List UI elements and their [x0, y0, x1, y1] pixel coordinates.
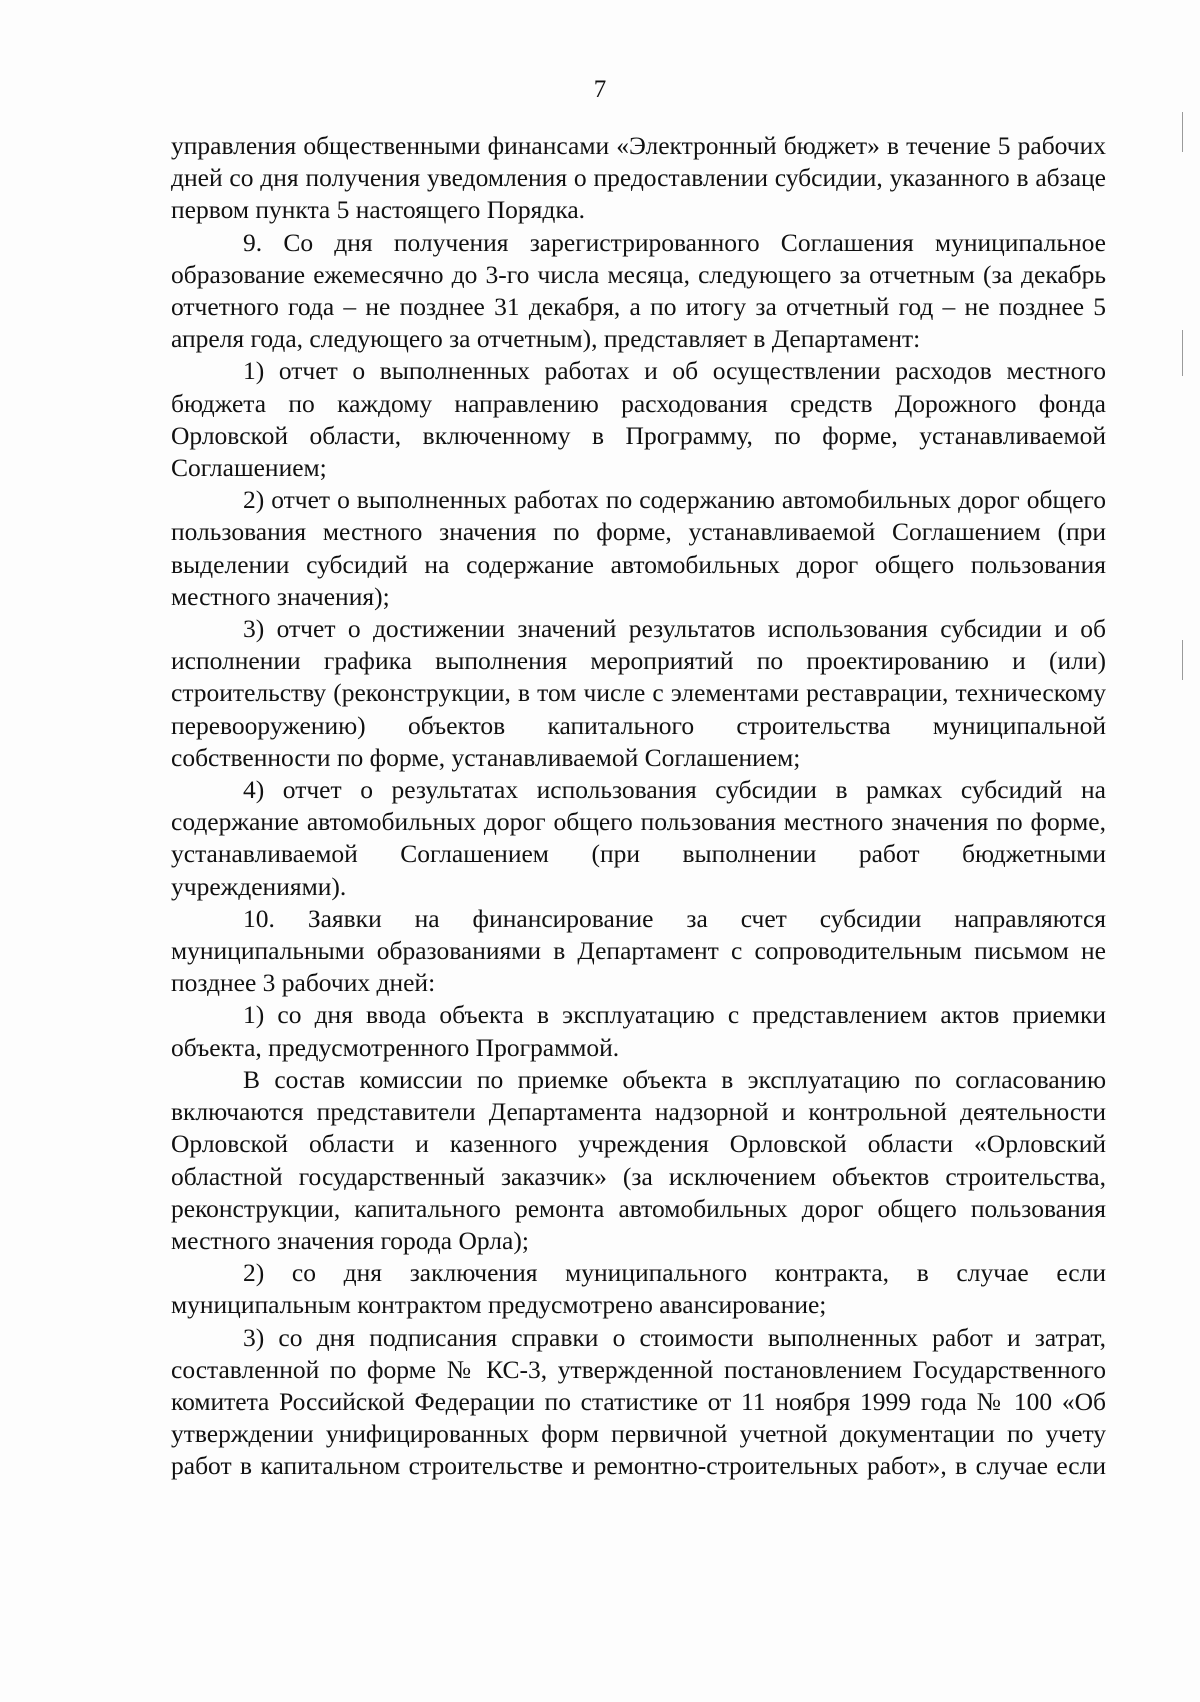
- paragraph-item-10-1: 1) со дня ввода объекта в эксплуатацию с представлением актов приемки объекта, предусмотренного Программой.: [171, 1000, 1106, 1062]
- paragraph-item-9-2: 2) отчет о выполненных работах по содержанию автомобильных дорог общего пользования местного значения по форме, устанавливаемой Соглашением (при выделении субсидий на содержание автомобильных дорог общего пользования местного значения);: [171, 485, 1106, 611]
- paragraph-item-9-1: 1) отчет о выполненных работах и об осуществлении расходов местного бюджета по каждому направлению расходования средств Дорожного фонда Орловской области, включенному в Программу, по форме, устанавливаемой Соглашением;: [171, 356, 1106, 483]
- scan-edge-mark: [1182, 330, 1183, 376]
- page-number: 7: [593, 76, 607, 103]
- paragraph-item-10: 10. Заявки на финансирование за счет субсидии направляются муниципальными образованиями в Департамент с сопроводительным письмом не позднее 3 рабочих дней:: [171, 903, 1106, 998]
- paragraph-item-10-2: 2) со дня заключения муниципального контракта, в случае если муниципальным контрактом предусмотрено авансирование;: [171, 1258, 1106, 1320]
- paragraph-item-9-3: 3) отчет о достижении значений результатов использования субсидии и об исполнении графика выполнения мероприятий по проектированию и (или) строительству (реконструкции, в том числе с элементами реставрации, техническому перевооружению) объектов капитального строительства муниципальной собственности по форме, устанавливаемой Соглашением;: [171, 614, 1106, 772]
- document-body: [171, 130, 1106, 1483]
- scan-edge-mark: [1182, 640, 1183, 680]
- paragraph-continuation: управления общественными финансами «Электронный бюджет» в течение 5 рабочих дней со дня получения уведомления о предоставлении субсидии, указанного в абзаце первом пункта 5 настоящего Порядка.: [171, 131, 1106, 225]
- scan-edge-mark: [1182, 112, 1183, 152]
- paragraph-item-9-4: 4) отчет о результатах использования субсидии в рамках субсидий на содержание автомобильных дорог общего пользования местного значения по форме, устанавливаемой Соглашением (при выполнении работ бюджетными учреждениями).: [171, 775, 1106, 901]
- paragraph-commission: В состав комиссии по приемке объекта в эксплуатацию по согласованию включаются представители Департамента надзорной и контрольной деятельности Орловской области и казенного учреждения Орловской области «Орловский областной государственный заказчик» (за исключением объектов строительства, реконструкции, капитального ремонта автомобильных дорог общего пользования местного значения города Орла);: [171, 1064, 1106, 1255]
- paragraph-item-9: 9. Со дня получения зарегистрированного Соглашения муниципальное образование ежемесячно до 3-го числа месяца, следующего за отчетным (за декабрь отчетного года – не позднее 31 декабря, а по итогу за отчетный год – не позднее 5 апреля года, следующего за отчетным), представляет в Департамент:: [171, 227, 1106, 354]
- paragraph-item-10-3: 3) со дня подписания справки о стоимости выполненных работ и затрат, составленной по форме № КС-3, утвержденной постановлением Государственного комитета Российской Федерации по статистике от 11 ноября 1999 года № 100 «Об утверждении унифицированных форм первичной учетной документации по учету работ в капитальном строительстве и ремонтно-строительных работ», в случае если: [171, 1322, 1106, 1481]
